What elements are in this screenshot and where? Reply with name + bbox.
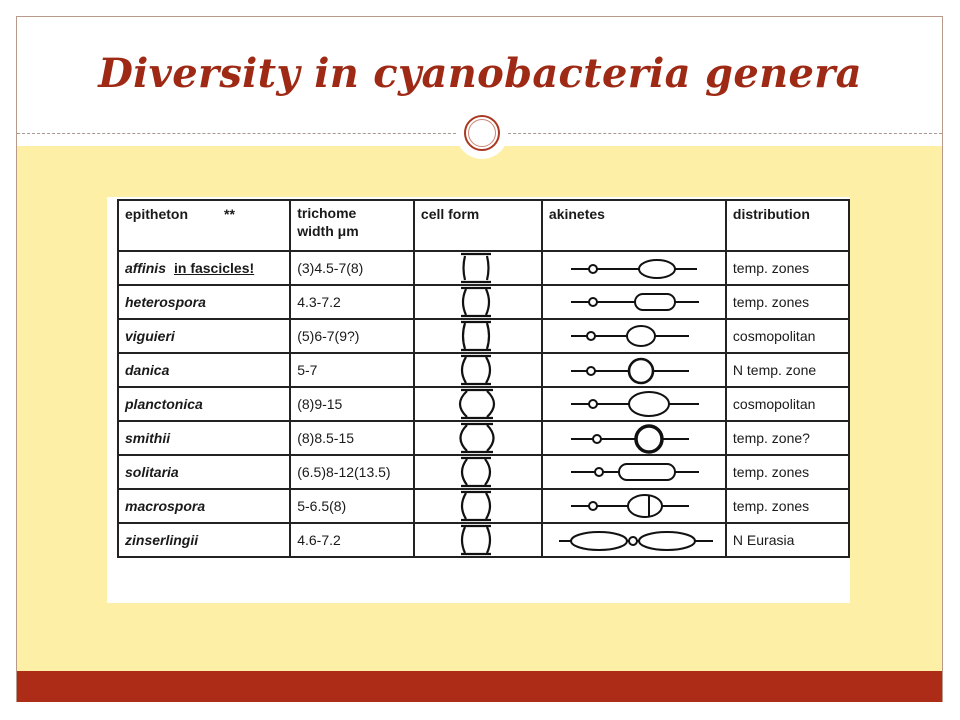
header-akinetes [542,200,726,251]
epithet-name: planctonica [125,396,203,412]
akinete-drawing [542,251,726,285]
table-row [118,489,849,523]
trichome-width-cell: 5-6.5(8) [290,489,414,523]
akinete-drawing [542,421,726,455]
header-cell-form-label: cell form [420,206,480,222]
distribution-cell: N Eurasia [726,523,849,557]
distribution-cell: cosmopolitan [726,319,849,353]
table-row [118,387,849,421]
akinete-icon [549,286,719,318]
trichome-width-cell: 4.6-7.2 [290,523,414,557]
epithet-name: affinis [125,260,166,276]
cell-form-drawing [414,489,542,523]
epithet-name: viguieri [125,328,175,344]
table-row [118,319,849,353]
epithet-name: macrospora [125,498,206,514]
akinete-drawing [542,387,726,421]
epithet-note: in fascicles! [173,260,255,276]
distribution-cell: temp. zones [726,285,849,319]
trichome-width-cell: (3)4.5-7(8) [290,251,414,285]
epithet-name: zinserlingii [125,532,199,548]
table-row [118,421,849,455]
cell-form-drawing [414,455,542,489]
footer-bar [17,671,942,702]
epithet-cell [118,455,290,489]
header-stars: ** [224,206,235,222]
slide-title: Diversity in cyanobacteria genera [98,50,862,97]
akinete-drawing [542,455,726,489]
cell-form-icon [421,320,535,352]
epithet-cell [118,523,290,557]
akinete-drawing [542,489,726,523]
epithet-name: heterospora [125,294,206,310]
header-distribution [726,200,849,251]
cell-form-icon [421,524,535,556]
ornament-ring [464,115,500,151]
header-epitheton [118,200,290,251]
trichome-width-cell: (6.5)8-12(13.5) [290,455,414,489]
cell-form-icon [421,490,535,522]
trichome-width-cell: 5-7 [290,353,414,387]
trichome-width-cell: (8)9-15 [290,387,414,421]
akinete-icon [549,252,719,284]
table-row [118,455,849,489]
distribution-cell: temp. zones [726,455,849,489]
species-table-image [107,197,850,603]
epithet-name: danica [125,362,170,378]
cell-form-drawing [414,251,542,285]
cell-form-drawing [414,523,542,557]
cell-form-drawing [414,387,542,421]
header-trichome-line2: width μm [297,223,359,239]
distribution-cell: cosmopolitan [726,387,849,421]
table-row [118,353,849,387]
cell-form-drawing [414,319,542,353]
table-row [118,285,849,319]
header-distribution-label: distribution [732,206,810,222]
epithet-cell [118,387,290,421]
circle-ornament-icon [456,107,508,159]
distribution-cell: temp. zones [726,251,849,285]
header-trichome-width [290,200,414,251]
akinete-icon [549,354,719,386]
cell-form-drawing [414,285,542,319]
header-cell-form [414,200,542,251]
akinete-icon [549,320,719,352]
cell-form-icon [421,388,535,420]
trichome-width-cell: 4.3-7.2 [290,285,414,319]
epithet-cell [118,319,290,353]
akinete-drawing [542,523,726,557]
header-trichome-line1: trichome [297,205,357,221]
epithet-name: solitaria [125,464,179,480]
cell-form-icon [421,456,535,488]
akinete-drawing [542,285,726,319]
epithet-name: smithii [125,430,171,446]
distribution-cell: temp. zones [726,489,849,523]
akinete-drawing [542,353,726,387]
akinete-drawing [542,319,726,353]
akinete-icon [549,422,719,454]
distribution-cell: N temp. zone [726,353,849,387]
akinete-icon [549,524,719,556]
epithet-cell [118,353,290,387]
epithet-cell [118,285,290,319]
akinete-icon [549,456,719,488]
species-table [117,199,850,558]
trichome-width-cell: (5)6-7(9?) [290,319,414,353]
cell-form-icon [421,354,535,386]
cell-form-icon [421,422,535,454]
header-akinetes-label: akinetes [548,206,605,222]
akinete-icon [549,490,719,522]
table-row [118,523,849,557]
table-row [118,251,849,285]
epithet-cell [118,251,290,285]
akinete-icon [549,388,719,420]
cell-form-drawing [414,353,542,387]
cell-form-icon [421,252,535,284]
cell-form-icon [421,286,535,318]
cell-form-drawing [414,421,542,455]
trichome-width-cell: (8)8.5-15 [290,421,414,455]
distribution-cell: temp. zone? [726,421,849,455]
header-epitheton-label: epitheton [125,206,188,222]
epithet-cell [118,421,290,455]
epithet-cell [118,489,290,523]
table-header-row [118,200,849,251]
